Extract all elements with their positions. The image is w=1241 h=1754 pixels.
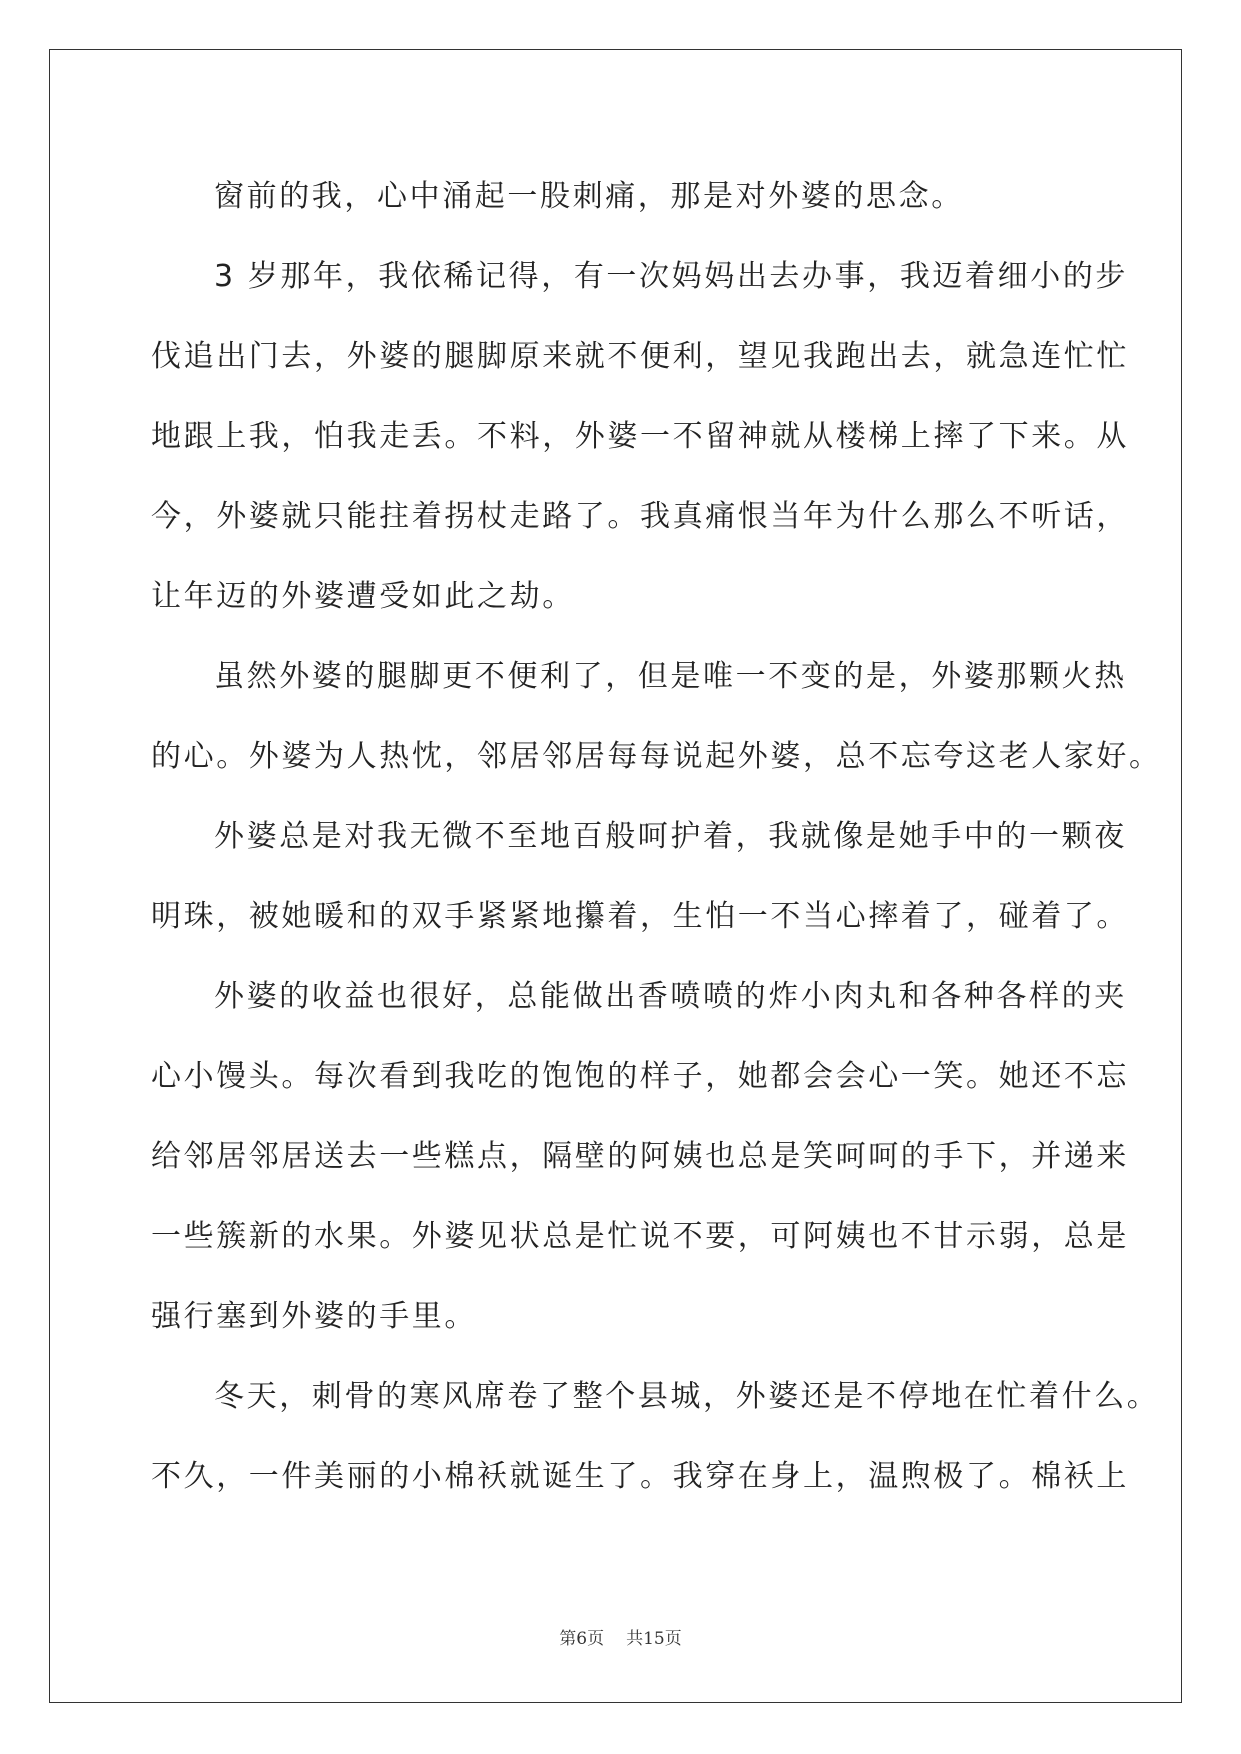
- total-pages: 共15页: [626, 1629, 682, 1649]
- page-number: 第6页: [559, 1629, 605, 1649]
- text-line: 的心。外婆为人热忱，邻居邻居每每说起外婆，总不忘夸这老人家好。: [151, 739, 1162, 774]
- text-line: 外婆的收益也很好，总能做出香喷喷的炸小肉丸和各种各样的夹: [214, 979, 1127, 1014]
- text-line: 地跟上我，怕我走丢。不料，外婆一不留神就从楼梯上摔了下来。从: [151, 419, 1129, 454]
- text-line: 虽然外婆的腿脚更不便利了，但是唯一不变的是，外婆那颗火热: [214, 659, 1127, 694]
- text-line: 窗前的我，心中涌起一股刺痛，那是对外婆的思念。: [214, 179, 964, 214]
- text-line: 外婆总是对我无微不至地百般呵护着，我就像是她手中的一颗夜: [214, 819, 1127, 854]
- text-line: 强行塞到外婆的手里。: [151, 1299, 477, 1334]
- text-line: 伐追出门去，外婆的腿脚原来就不便利，望见我跑出去，就急连忙忙: [151, 339, 1129, 374]
- text-line: 3 岁那年，我依稀记得，有一次妈妈出去办事，我迈着细小的步: [214, 259, 1129, 294]
- text-line: 给邻居邻居送去一些糕点，隔壁的阿姨也总是笑呵呵的手下，并递来: [151, 1139, 1129, 1174]
- text-line: 今，外婆就只能拄着拐杖走路了。我真痛恨当年为什么那么不听话，: [151, 499, 1129, 534]
- text-line: 心小馒头。每次看到我吃的饱饱的样子，她都会会心一笑。她还不忘: [151, 1059, 1129, 1094]
- document-body: [151, 157, 1162, 1517]
- text-line: 冬天，刺骨的寒风席卷了整个县城，外婆还是不停地在忙着什么。: [214, 1379, 1160, 1414]
- text-line: 一些簇新的水果。外婆见状总是忙说不要，可阿姨也不甘示弱，总是: [151, 1219, 1129, 1254]
- text-line: 让年迈的外婆遭受如此之劫。: [151, 579, 575, 614]
- text-line: 明珠，被她暖和的双手紧紧地攥着，生怕一不当心摔着了，碰着了。: [151, 899, 1129, 934]
- text-line: 不久，一件美丽的小棉袄就诞生了。我穿在身上，温煦极了。棉袄上: [151, 1459, 1129, 1494]
- page-footer: [0, 1624, 1241, 1649]
